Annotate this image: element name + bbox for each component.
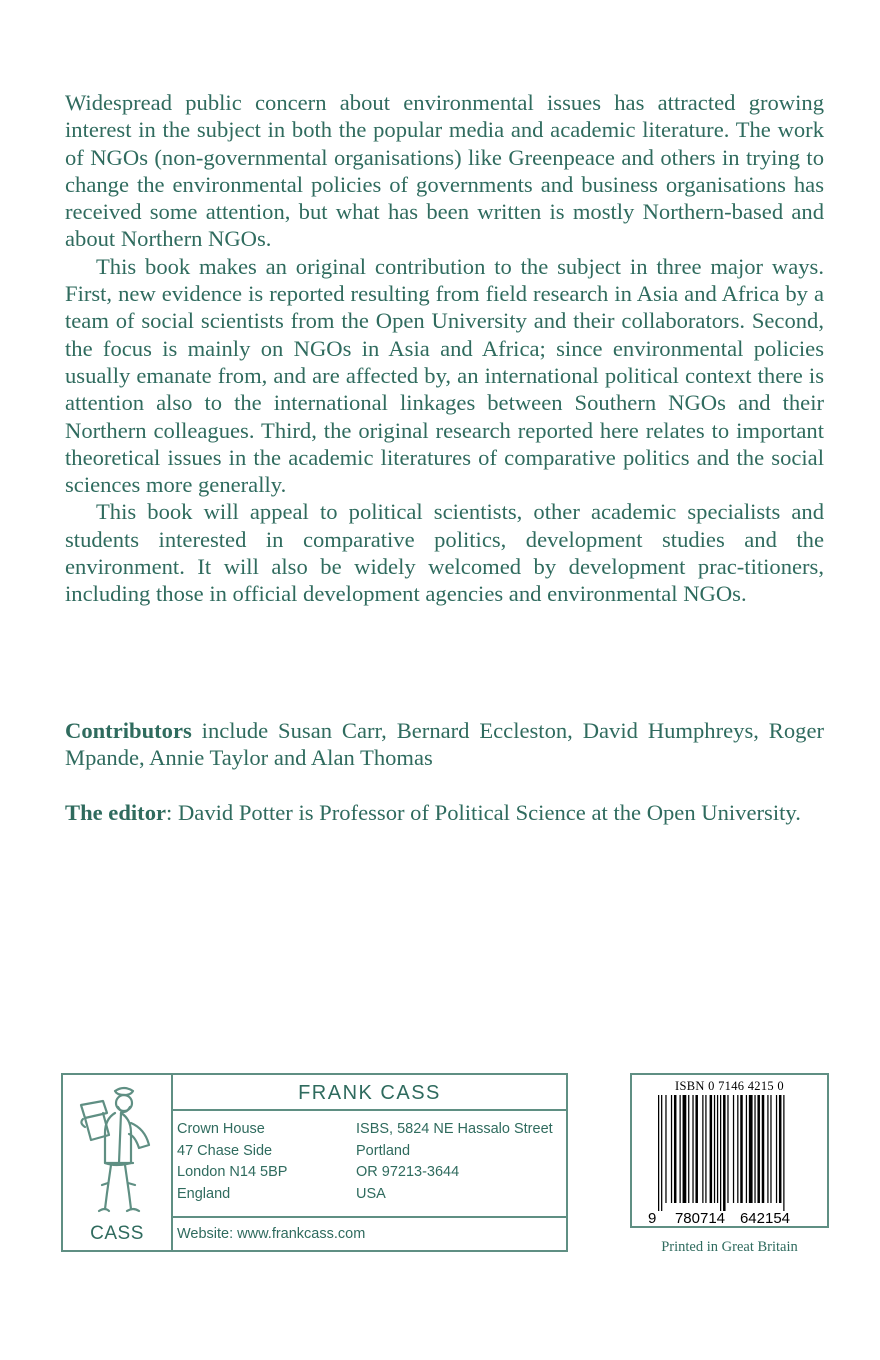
barcode-bar (705, 1095, 706, 1203)
publisher-box (61, 1073, 568, 1252)
address-line: Portland (356, 1142, 411, 1159)
editor-label: The editor (65, 800, 167, 825)
blurb-paragraph-3: This book will appeal to political scientists, other academic specialists and students interested in comparative politics, development studies and the environment. It will also be widely welcomed by development prac-titioners, including those in official development agencies and environmental NGOs. (65, 499, 824, 607)
address-line: London N14 5BP (177, 1164, 288, 1181)
uk-address (177, 1119, 287, 1206)
blurb-paragraph-2: This book makes an original contribution to the subject in three major ways. First, new evidence is reported resulting from field research in Asia and Africa by a team of social scientists from the Open University and their collaborators. Second, the focus is mainly on NGOs in Asia and Africa; since environmental policies usually emanate from, and are affected by, an international political context there is attention also to the international linkages between Southern NGOs and their Northern colleagues. Third, the original research reported here relates to important theoretical issues in the academic literatures of comparative politics and the social sciences more generally. (65, 253, 824, 498)
barcode-bar (754, 1095, 755, 1203)
contributors-note (65, 717, 824, 772)
barcode-bar (749, 1095, 753, 1203)
barcode-bar (692, 1095, 693, 1203)
barcode-bar (665, 1095, 666, 1203)
barcode-bar (710, 1095, 713, 1203)
blurb-paragraph-1: Widespread public concern about environmental issues has attracted growing interest in the subject in both the popular media and academic literature. The work of NGOs (non-governmental organisations) like Greenpeace and others in trying to change the environmental policies of governments and business organisations has received some attention, but what has been written is mostly Northern-based and about Northern NGOs. (65, 90, 824, 252)
address-line: 47 Chase Side (177, 1142, 273, 1159)
barcode-bar (680, 1095, 681, 1203)
barcode-bar (767, 1095, 768, 1203)
barcode-bar (762, 1095, 765, 1203)
barcode-digits-left: 780714 (674, 1210, 726, 1225)
address-line: OR 97213-3644 (356, 1164, 460, 1181)
barcode-bar (740, 1095, 743, 1203)
barcode-bar (727, 1095, 728, 1203)
barcode-bar (720, 1095, 721, 1211)
address-line: USA (356, 1186, 386, 1203)
isbn-label: ISBN 0 7146 4215 0 (675, 1079, 784, 1093)
barcode-bar (737, 1095, 738, 1203)
barcode (648, 1095, 815, 1225)
barcode-bar (702, 1095, 703, 1203)
address-line: ISBS, 5824 NE Hassalo Street (356, 1121, 553, 1137)
barcode-bar (695, 1095, 698, 1203)
barcode-bar (683, 1095, 687, 1203)
blurb (65, 89, 824, 608)
publisher-logo (63, 1075, 173, 1250)
barcode-bar (661, 1095, 662, 1211)
us-address (356, 1119, 553, 1206)
contributors-text: include Susan Carr, Bernard Eccleston, David Humphreys, Roger Mpande, Annie Taylor and Alan Thomas (65, 718, 824, 771)
editor-note (65, 799, 824, 826)
barcode-bar (757, 1095, 760, 1203)
barcode-digit-first: 9 (648, 1210, 657, 1225)
printed-in-note: Printed in Great Britain (661, 1239, 798, 1255)
publisher-name: FRANK CASS (173, 1075, 566, 1111)
barcode-bar (658, 1095, 659, 1211)
barcode-bar (746, 1095, 747, 1203)
barcode-bar (776, 1095, 777, 1203)
barcode-digits-right: 642154 (739, 1210, 791, 1225)
barcode-bar (770, 1095, 771, 1203)
barcode-bar (714, 1095, 715, 1203)
isbn-barcode-box (630, 1073, 829, 1228)
address-line: England (177, 1186, 231, 1203)
barcode-bar (723, 1095, 726, 1211)
editor-text: : David Potter is Professor of Political Science at the Open University. (166, 800, 801, 825)
scholar-figure-icon (77, 1083, 157, 1221)
address-line: Crown House (177, 1121, 265, 1137)
barcode-bar (733, 1095, 734, 1203)
logo-label: CASS (90, 1223, 144, 1244)
barcode-bar (779, 1095, 782, 1203)
barcode-bar (783, 1095, 784, 1211)
barcode-bar (674, 1095, 677, 1203)
barcode-bar (688, 1095, 689, 1203)
barcode-bar (671, 1095, 672, 1203)
contributors-label: Contributors (65, 718, 192, 743)
publisher-website: Website: www.frankcass.com (173, 1216, 566, 1250)
barcode-bar (717, 1095, 718, 1203)
